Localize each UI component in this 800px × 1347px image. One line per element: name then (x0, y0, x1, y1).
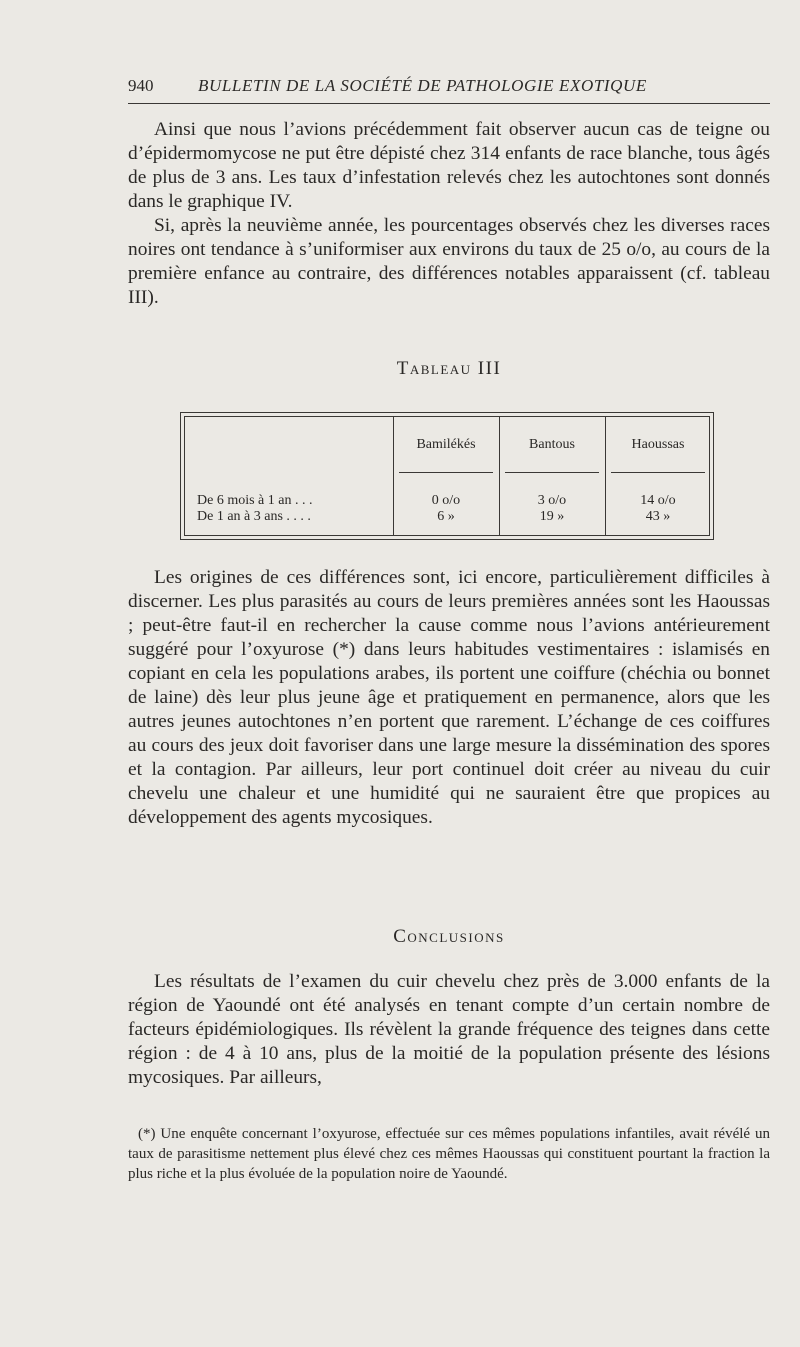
running-header (128, 74, 770, 102)
header-rule (128, 103, 770, 104)
table-iii (180, 412, 714, 540)
table-cell: 3 o/o (537, 493, 567, 508)
discussion-text (128, 566, 770, 830)
column-header-haoussas: Haoussas (631, 437, 685, 452)
column-header-bantous: Bantous (529, 437, 575, 452)
paragraph-percentages: Si, après la neuvième année, les pourcentages observés chez les diverses races noires ont tendance à s’uniformiser aux environs du taux de 25 o/o, au cours de la première enfance au contraire, des différences notables apparaissent (cf. tableau III). (128, 215, 770, 308)
column-rule (505, 472, 599, 473)
footnote: (*) Une enquête concernant l’oxyurose, effectuée sur ces mêmes populations infantiles, avait révélé un taux de parasitisme nettement plus élevé chez ces mêmes Haoussas qui constituent pourtant la fraction la plus riche et la plus évoluée de la population noire de Yaoundé. (128, 1126, 770, 1182)
row-label-1y-3y: De 1 an à 3 ans . . . . (197, 509, 311, 524)
table-inner-frame (184, 416, 710, 536)
intro-text (128, 118, 770, 310)
journal-title: BULLETIN DE LA SOCIÉTÉ DE PATHOLOGIE EXOTIQUE (198, 76, 647, 95)
paragraph-origins: Les origines de ces différences sont, ici encore, particulièrement difficiles à discerner. Les plus parasités au cours de leurs premières années sont les Haoussas ; peut-être faut-il en rechercher la cause comme nous l’avions antérieurement suggéré pour l’oxyurose (*) dans leurs habitudes vestimentaires : islamisés en copiant en cela les populations arabes, ils portent une coiffure (chéchia ou bonnet de laine) dès leur plus jeune âge et pratiquement en permanence, alors que les autres jeunes autochtones n’en portent que rarement. L’échange de ces coiffures au cours des jeux doit favoriser dans une large mesure la dissémination des spores et la contagion. Par ailleurs, leur port continuel doit créer au niveau du cuir chevelu une chaleur et une humidité qui ne sauraient être que propices au développement des agents mycosiques. (128, 567, 770, 828)
paragraph-infestation: Ainsi que nous l’avions précédemment fait observer aucun cas de teigne ou d’épidermomycose ne put être dépisté chez 314 enfants de race blanche, tous âgés de plus de 3 ans. Les taux d’infestation relevés chez les autochtones sont donnés dans le graphique IV. (128, 119, 770, 212)
page-number: 940 (128, 76, 154, 95)
conclusions-heading: Conclusions (393, 926, 505, 947)
column-header-bamilekes: Bamilékés (416, 437, 476, 452)
table-cell: 6 » (437, 509, 455, 524)
column-rule (611, 472, 705, 473)
paragraph-conclusions: Les résultats de l’examen du cuir chevelu chez près de 3.000 enfants de la région de Yaoundé ont été analysés en tenant compte d’un certain nombre de facteurs épidémiologiques. Ils révèlent la grande fréquence des teignes dans cette région : de 4 à 10 ans, plus de la moitié de la population présente des lésions mycosiques. Par ailleurs, (128, 971, 770, 1088)
row-label-6m-1y: De 6 mois à 1 an . . . (197, 493, 313, 508)
table-cell: 19 » (539, 509, 565, 524)
table-cell: 14 o/o (640, 493, 676, 508)
column-rule (399, 472, 493, 473)
table-cell: 43 » (645, 509, 671, 524)
table-title: Tableau III (396, 358, 502, 379)
conclusions-text (128, 970, 770, 1090)
table-cell: 0 o/o (431, 493, 461, 508)
